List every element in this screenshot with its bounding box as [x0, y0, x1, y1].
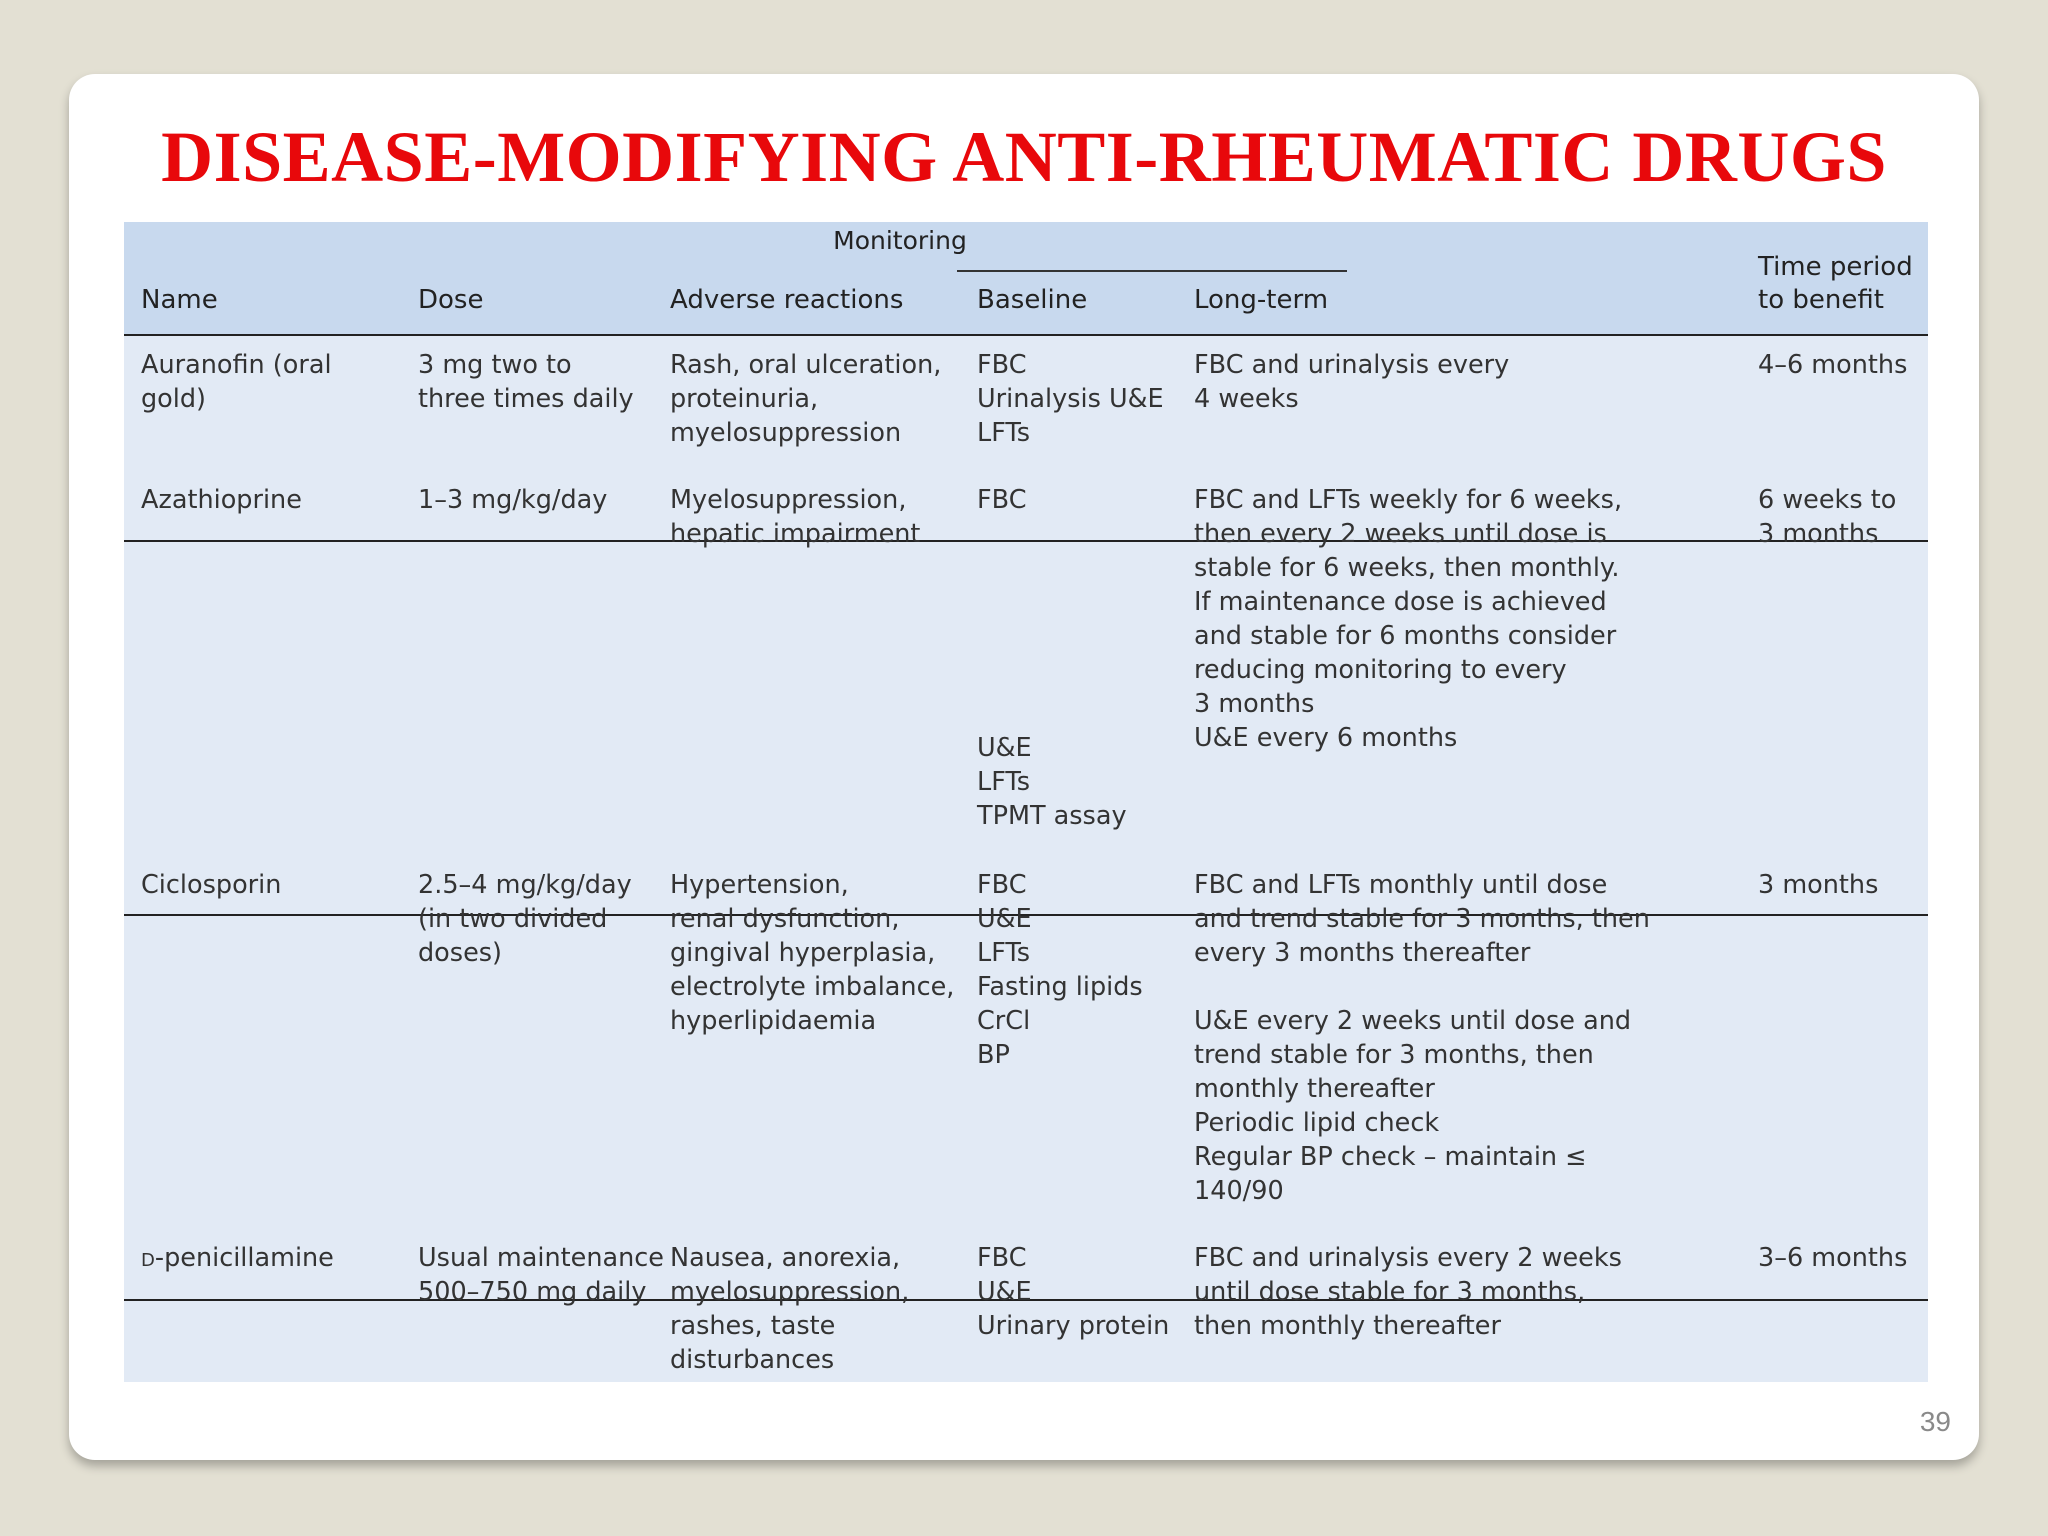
- cell-long-term: FBC and LFTs monthly until dose and trend stable for 3 months, then every 3 months thereafter: [1194, 870, 1650, 968]
- header-name: Name: [141, 285, 218, 315]
- cell-baseline: FBC: [977, 485, 1027, 515]
- row-divider: [124, 540, 1928, 542]
- cell-name: Auranofin (oral gold): [141, 350, 332, 414]
- cell-time-period: 6 weeks to 3 months: [1758, 485, 1897, 549]
- cell-name: [141, 1241, 334, 1278]
- page-number: 39: [1919, 1406, 1951, 1437]
- cell-baseline: FBC U&E LFTs Fasting lipids CrCl BP: [977, 870, 1143, 1070]
- monitoring-rule: [957, 270, 1347, 272]
- header-time-period: Time period to benefit: [1758, 252, 1913, 315]
- cell-time-period: 3–6 months: [1758, 1243, 1908, 1273]
- cell-long-term: FBC and urinalysis every 2 weeks until dose stable for 3 months, then monthly thereafter: [1194, 1243, 1622, 1341]
- cell-baseline: FBC U&E Urinary protein: [977, 1243, 1170, 1341]
- header-dose: Dose: [418, 285, 484, 315]
- cell-adverse: Myelosuppression, hepatic impairment: [670, 485, 921, 549]
- header-monitoring: Monitoring: [833, 226, 967, 255]
- cell-dose: 3 mg two to three times daily: [418, 350, 634, 414]
- cell-time-period: 3 months: [1758, 870, 1879, 900]
- cell-name: Ciclosporin: [141, 870, 282, 900]
- cell-adverse: Hypertension, renal dysfunction, gingival hyperplasia, electrolyte imbalance, hyperlipidaemia: [670, 870, 955, 1036]
- cell-long-term-extra: U&E every 2 weeks until dose and trend stable for 3 months, then monthly thereafter Periodic lipid check Regular BP check – maintain ≤ 140/90: [1194, 1006, 1632, 1206]
- cell-long-term: FBC and LFTs weekly for 6 weeks, then every 2 weeks until dose is stable for 6 weeks, then monthly. If maintenance dose is achieved and stable for 6 months consider reducing monitoring to every 3 months U&E every 6 months: [1194, 485, 1623, 753]
- cell-long-term: FBC and urinalysis every 4 weeks: [1194, 350, 1510, 414]
- cell-name-text: -penicillamine: [154, 1243, 334, 1273]
- cell-name: Azathioprine: [141, 485, 302, 515]
- drug-table: [124, 222, 1928, 1382]
- slide-title: DISEASE-MODIFYING ANTI-RHEUMATIC DRUGS: [161, 117, 1887, 197]
- cell-time-period: 4–6 months: [1758, 350, 1908, 380]
- header-long-term: Long-term: [1194, 285, 1329, 315]
- cell-adverse: Nausea, anorexia, myelosuppression, rashes, taste disturbances: [670, 1243, 910, 1375]
- header-baseline: Baseline: [977, 285, 1088, 315]
- cell-baseline-extra: U&E LFTs TPMT assay: [977, 733, 1127, 831]
- cell-adverse: Rash, oral ulceration, proteinuria, myelosuppression: [670, 350, 942, 448]
- header-adverse-reactions: Adverse reactions: [670, 285, 904, 315]
- cell-dose: Usual maintenance 500–750 mg daily: [418, 1243, 664, 1307]
- cell-baseline: FBC Urinalysis U&E LFTs: [977, 350, 1164, 448]
- cell-dose: 2.5–4 mg/kg/day (in two divided doses): [418, 870, 632, 968]
- slide: [69, 74, 1979, 1460]
- small-caps-prefix: D: [141, 1250, 155, 1271]
- cell-dose: 1–3 mg/kg/day: [418, 485, 608, 515]
- table-header: [124, 222, 1928, 336]
